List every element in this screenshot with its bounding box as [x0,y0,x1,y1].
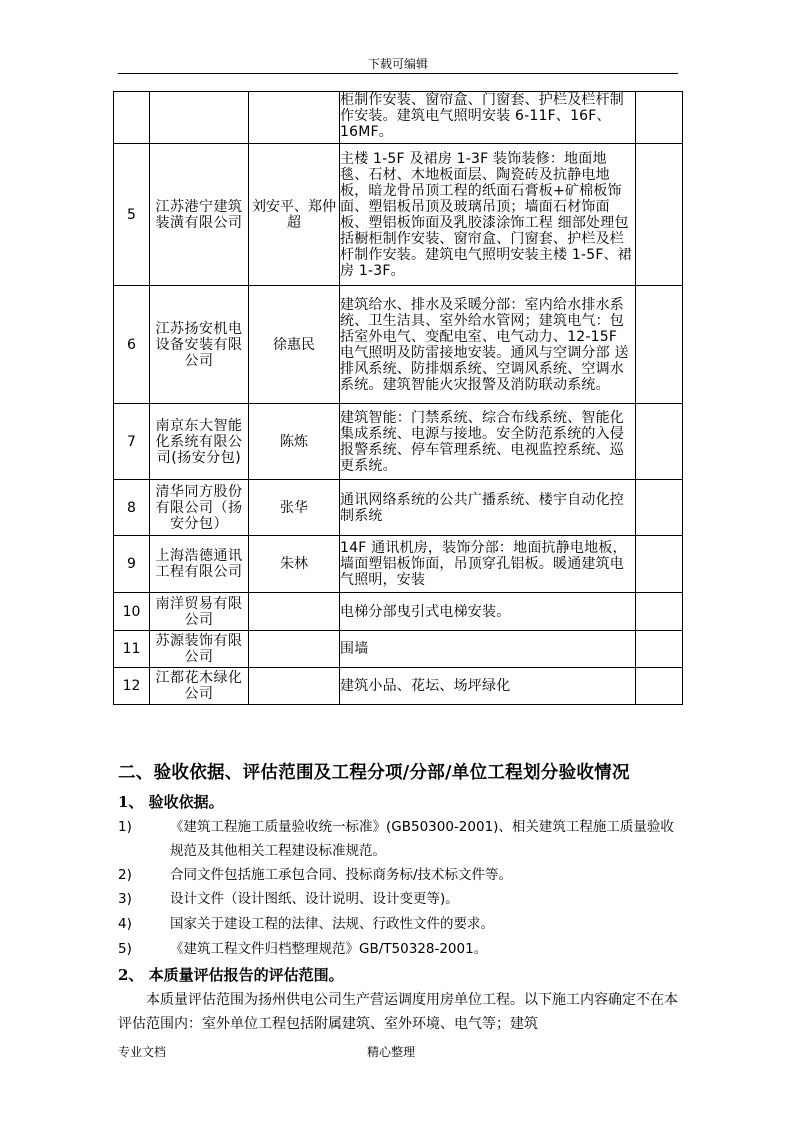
list-item-number: 3) [118,891,132,907]
work-scope-cell: 14F 通讯机房，装饰分部：地面抗静电地板，墙面塑铝板饰面，吊顶穿孔铝板。暖通建筑电气照明，安装 [340,536,636,593]
representative-cell: 刘安平、郑仲超 [249,144,340,286]
list-item-number: 2) [118,867,132,883]
work-scope-cell: 围墙 [340,631,636,668]
contractor-table [113,91,683,705]
row-number-cell: 5 [114,144,150,286]
header-rule [118,73,678,74]
representative-cell [249,668,340,705]
list-item-text: 《建筑工程文件归档整理规范》GB/T50328-2001。 [170,941,488,957]
list-item-text: 设计文件（设计图纸、设计说明、设计变更等)。 [170,891,459,907]
table-row [114,668,683,705]
representative-cell: 朱林 [249,536,340,593]
row-number-cell: 9 [114,536,150,593]
remarks-cell [636,92,683,144]
row-number-cell: 6 [114,286,150,404]
row-number-cell: 12 [114,668,150,705]
list-item-number: 4) [118,916,132,932]
list-item [118,912,678,936]
list-item-text: 《建筑工程施工质量验收统一标准》(GB50300-2001)、相关建筑工程施工质量验收规范及其他相关工程建设标准规范。 [170,819,674,859]
remarks-cell [636,480,683,536]
representative-cell [249,631,340,668]
scope-paragraph: 本质量评估范围为扬州供电公司生产营运调度用房单位工程。以下施工内容确定不在本评估范围内：室外单位工程包括附属建筑、室外环境、电气等；建筑 [118,992,678,1032]
table-row [114,92,683,144]
table-row [114,286,683,404]
row-number-cell: 7 [114,404,150,480]
list-item-number: 1) [118,819,132,835]
remarks-cell [636,286,683,404]
table-row [114,593,683,631]
remarks-cell [636,593,683,631]
table-row [114,631,683,668]
table-row [114,144,683,286]
company-cell [150,92,249,144]
remarks-cell [636,144,683,286]
list-item-number: 5) [118,941,132,957]
representative-cell [249,92,340,144]
row-number-cell: 8 [114,480,150,536]
footer-center: 精心整理 [367,1045,416,1059]
representative-cell: 陈炼 [249,404,340,480]
list-item [118,815,678,863]
page-header: 下载可编辑 [367,57,428,71]
company-cell: 上海浩德通讯工程有限公司 [150,536,249,593]
remarks-cell [636,668,683,705]
footer-left: 专业文档 [118,1045,167,1059]
representative-cell [249,593,340,631]
company-cell: 南洋贸易有限公司 [150,593,249,631]
table-row [114,480,683,536]
work-scope-cell: 建筑给水、排水及采暖分部：室内给水排水系统、卫生洁具、室外给水管网；建筑电气：包括室外电气、变配电室、电气动力、12-15F 电气照明及防雷接地安装。通风与空调分部 送排风系统、防排烟系统、空调风系统、空调水系统。建筑智能火灾报警及消防联动系统。 [340,286,636,404]
work-scope-cell: 柜制作安装、窗帘盒、门窗套、护栏及栏杆制作安装。建筑电气照明安装 6-11F、16F、16MF。 [340,92,636,144]
table-row [114,536,683,593]
company-cell: 江都花木绿化公司 [150,668,249,705]
company-cell: 江苏扬安机电设备安装有限公司 [150,286,249,404]
list-item-text: 国家关于建设工程的法律、法规、行政性文件的要求。 [170,916,494,932]
row-number-cell [114,92,150,144]
company-cell: 苏源装饰有限公司 [150,631,249,668]
company-cell: 清华同方股份有限公司（扬安分包） [150,480,249,536]
list-item-text: 合同文件包括施工承包合同、投标商务标/技术标文件等。 [170,867,513,883]
row-number-cell: 10 [114,593,150,631]
row-number-cell: 11 [114,631,150,668]
company-cell: 南京东大智能化系统有限公司(扬安分包) [150,404,249,480]
remarks-cell [636,631,683,668]
company-cell: 江苏港宁建筑装潢有限公司 [150,144,249,286]
work-scope-cell: 电梯分部曳引式电梯安装。 [340,593,636,631]
subsection-title-basis: 1、 验收依据。 [118,793,224,811]
remarks-cell [636,404,683,480]
list-item [118,887,678,911]
remarks-cell [636,536,683,593]
subsection-title-scope: 2、 本质量评估报告的评估范围。 [118,966,344,984]
representative-cell: 张华 [249,480,340,536]
section-title: 二、验收依据、评估范围及工程分项/分部/单位工程划分验收情况 [118,763,630,783]
work-scope-cell: 主楼 1-5F 及裙房 1-3F 装饰装修：地面地毯、石材、木地板面层、陶瓷砖及抗静电地板，暗龙骨吊顶工程的纸面石膏板+矿棉板饰面、塑铝板吊顶及玻璃吊顶；墙面石材饰面板、塑铝板饰面及乳胶漆涂饰工程 细部处理包括橱柜制作安装、窗帘盒、门窗套、护栏及栏杆制作安装。建筑电气照明安装主楼 1-5F、裙房 1-3F。 [340,144,636,286]
work-scope-cell: 建筑小品、花坛、场坪绿化 [340,668,636,705]
work-scope-cell: 通讯网络系统的公共广播系统、楼宇自动化控制系统 [340,480,636,536]
list-item [118,863,678,887]
representative-cell: 徐惠民 [249,286,340,404]
work-scope-cell: 建筑智能：门禁系统、综合布线系统、智能化集成系统、电源与接地。安全防范系统的入侵报警系统、停车管理系统、电视监控系统、巡更系统。 [340,404,636,480]
list-item [118,937,678,961]
table-row [114,404,683,480]
